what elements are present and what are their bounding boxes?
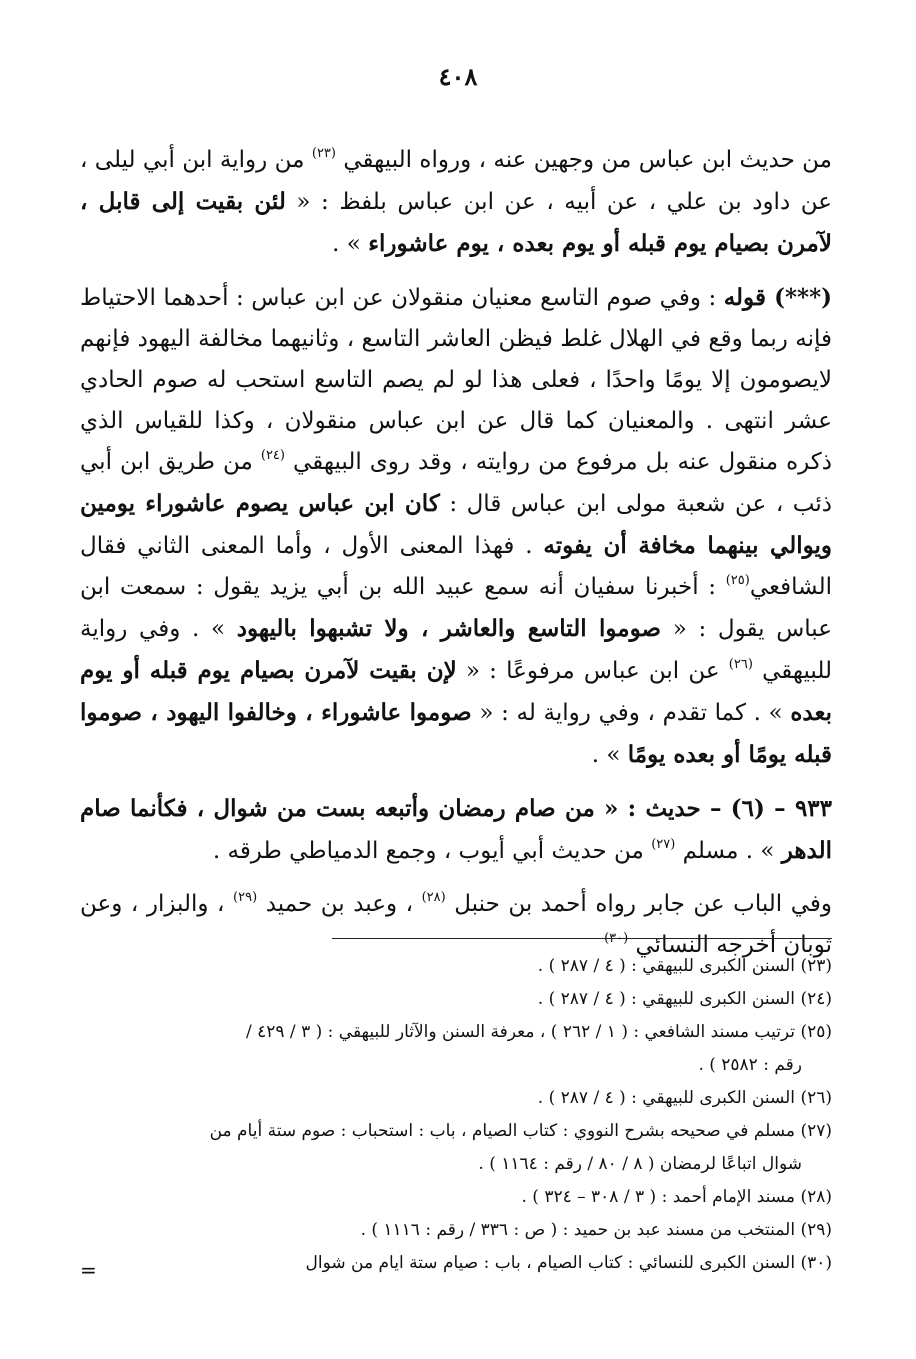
footnote-text: مسند الإمام أحمد : ( ٣ / ٣٠٨ – ٣٢٤ ) . [521, 1187, 796, 1207]
footnotes [80, 950, 832, 1280]
footnote-number: (٣٠) [800, 1253, 832, 1273]
text-run: عن ابن عباس مرفوعًا : « [456, 658, 729, 684]
footnote-ref: (٢٨) [421, 890, 446, 905]
text-run: » . [332, 231, 369, 257]
bold-text: كان ابن عباس يصوم عاشوراء يومين ويوالي بينهما مخافة أن يفوته [80, 490, 833, 559]
footnote-text: السنن الكبرى للبيهقي : ( ٤ / ٢٨٧ ) . [537, 1088, 796, 1108]
footnote [80, 1115, 832, 1181]
footnote-text: السنن الكبرى للبيهقي : ( ٤ / ٢٨٧ ) . [537, 956, 796, 976]
footnote [80, 1247, 832, 1280]
text-run: من حديث أبي أيوب ، وجمع الدمياطي طرقه . [212, 838, 652, 864]
footnote [80, 1214, 832, 1247]
footnote-ref: (٣٠) [604, 931, 629, 946]
footnote-number: (٢٨) [800, 1187, 832, 1207]
continuation-mark: = [80, 1258, 97, 1282]
text-run: » . وفي رواية للبيهقي [80, 616, 832, 684]
footnote-ref: (٢٧) [651, 837, 676, 852]
text-run: . فهذا المعنى الأول ، وأما المعنى الثاني فقال الشافعي [80, 533, 832, 600]
footnote-ref: (٢٩) [233, 890, 258, 905]
footnote-ref: (٢٤) [260, 448, 285, 463]
footnote-number: (٢٧) [800, 1121, 832, 1141]
page-number: ٤٠٨ [438, 62, 478, 91]
bold-text: ٩٣٣ – (٦) – حديث : « من صام رمضان وأتبعه بست من شوال ، فكأنما صام الدهر [80, 795, 833, 864]
text-run: من طريق ابن أبي ذئب ، عن شعبة مولى ابن عباس قال : [80, 449, 833, 517]
paragraph [80, 140, 832, 265]
footnote [80, 1016, 832, 1082]
text-run: » . [591, 742, 628, 768]
footnote-text: المنتخب من مسند عبد بن حميد : ( ص : ٣٣٦ / رقم : ١١١٦ ) . [360, 1220, 796, 1240]
footnote-ref: (٢٣) [311, 146, 336, 161]
footnote [80, 983, 832, 1016]
bold-text: (***) قوله [723, 284, 832, 311]
footnote [80, 1082, 832, 1115]
footnote-divider [332, 938, 832, 939]
footnote-number: (٢٣) [800, 956, 832, 976]
footnote [80, 950, 832, 983]
bold-text: لإن بقيت لآمرن بصيام يوم قبله أو يوم بعده [80, 657, 832, 726]
bold-text: لئن بقيت إلى قابل ، لآمرن بصيام يوم قبله أو يوم بعده ، يوم عاشوراء [80, 188, 832, 257]
hadith-paragraph [80, 788, 832, 872]
text-run: من رواية ابن أبي ليلى ، عن داود بن علي ، عن أبيه ، عن ابن عباس بلفظ : « [80, 147, 832, 215]
footnote-number: (٢٦) [800, 1088, 832, 1108]
text-run: ، وعبد بن حميد [257, 891, 422, 917]
footnote-ref: (٢٦) [728, 657, 753, 672]
footnote [80, 1181, 832, 1214]
footnote-number: (٢٤) [800, 989, 832, 1009]
text-run: ، والبزار ، وعن ثوبان أخرجه النسائي [80, 891, 832, 958]
paragraph [80, 277, 832, 776]
text-run: : أخبرنا سفيان أنه سمع عبيد الله بن أبي يزيد يقول : سمعت ابن عباس يقول : « [80, 574, 832, 642]
footnote-continuation: رقم : ٢٥٨٢ ) . [698, 1055, 802, 1075]
main-text [80, 140, 832, 966]
text-run: من حديث ابن عباس من وجهين عنه ، ورواه البيهقي [335, 147, 832, 173]
text-run: » . مسلم [675, 838, 782, 864]
footnote-number: (٢٥) [800, 1022, 832, 1042]
footnote-text: ترتيب مسند الشافعي : ( ١ / ٢٦٢ ) ، معرفة السنن والآثار للبيهقي : ( ٣ / ٤٢٩ / [245, 1022, 796, 1042]
footnote-number: (٢٩) [800, 1220, 832, 1240]
bold-text: صوموا التاسع والعاشر ، ولا تشبهوا باليهود [236, 615, 661, 642]
footnote-text: السنن الكبرى للبيهقي : ( ٤ / ٢٨٧ ) . [537, 989, 796, 1009]
footnote-text: مسلم في صحيحه بشرح النووي : كتاب الصيام ، باب : استحباب : صوم ستة أيام من [209, 1121, 796, 1141]
bold-text: صوموا عاشوراء ، وخالفوا اليهود ، صوموا قبله يومًا أو بعده يومًا [80, 699, 832, 768]
footnote-ref: (٢٥) [725, 573, 750, 588]
text-run: : وفي صوم التاسع معنيان منقولان عن ابن عباس : أحدهما الاحتياط فإنه ربما وقع في الهلال غلط فيظن العاشر التاسع ، وثانيهما مخالفة اليهود فإنهم لايصومون إلا يومًا واحدًا ، فعلى هذا لو لم يصم التاسع استحب له صوم الحادي عشر انتهى . والمعنيان كما قال عن ابن عباس منقولان ، وكذا للقياس الذي ذكره منقول عنه بل مرفوع من روايته ، وقد روى البيهقي [80, 285, 832, 475]
footnote-text: السنن الكبرى للنسائي : كتاب الصيام ، باب : صيام ستة ايام من شوال [305, 1253, 796, 1273]
text-run: وفي الباب عن جابر رواه أحمد بن حنبل [445, 891, 832, 917]
footnote-continuation: شوال اتباعًا لرمضان ( ٨ / ٨٠ / رقم : ١١٦٤ ) . [478, 1154, 802, 1174]
text-run: » . كما تقدم ، وفي رواية له : « [471, 700, 791, 726]
